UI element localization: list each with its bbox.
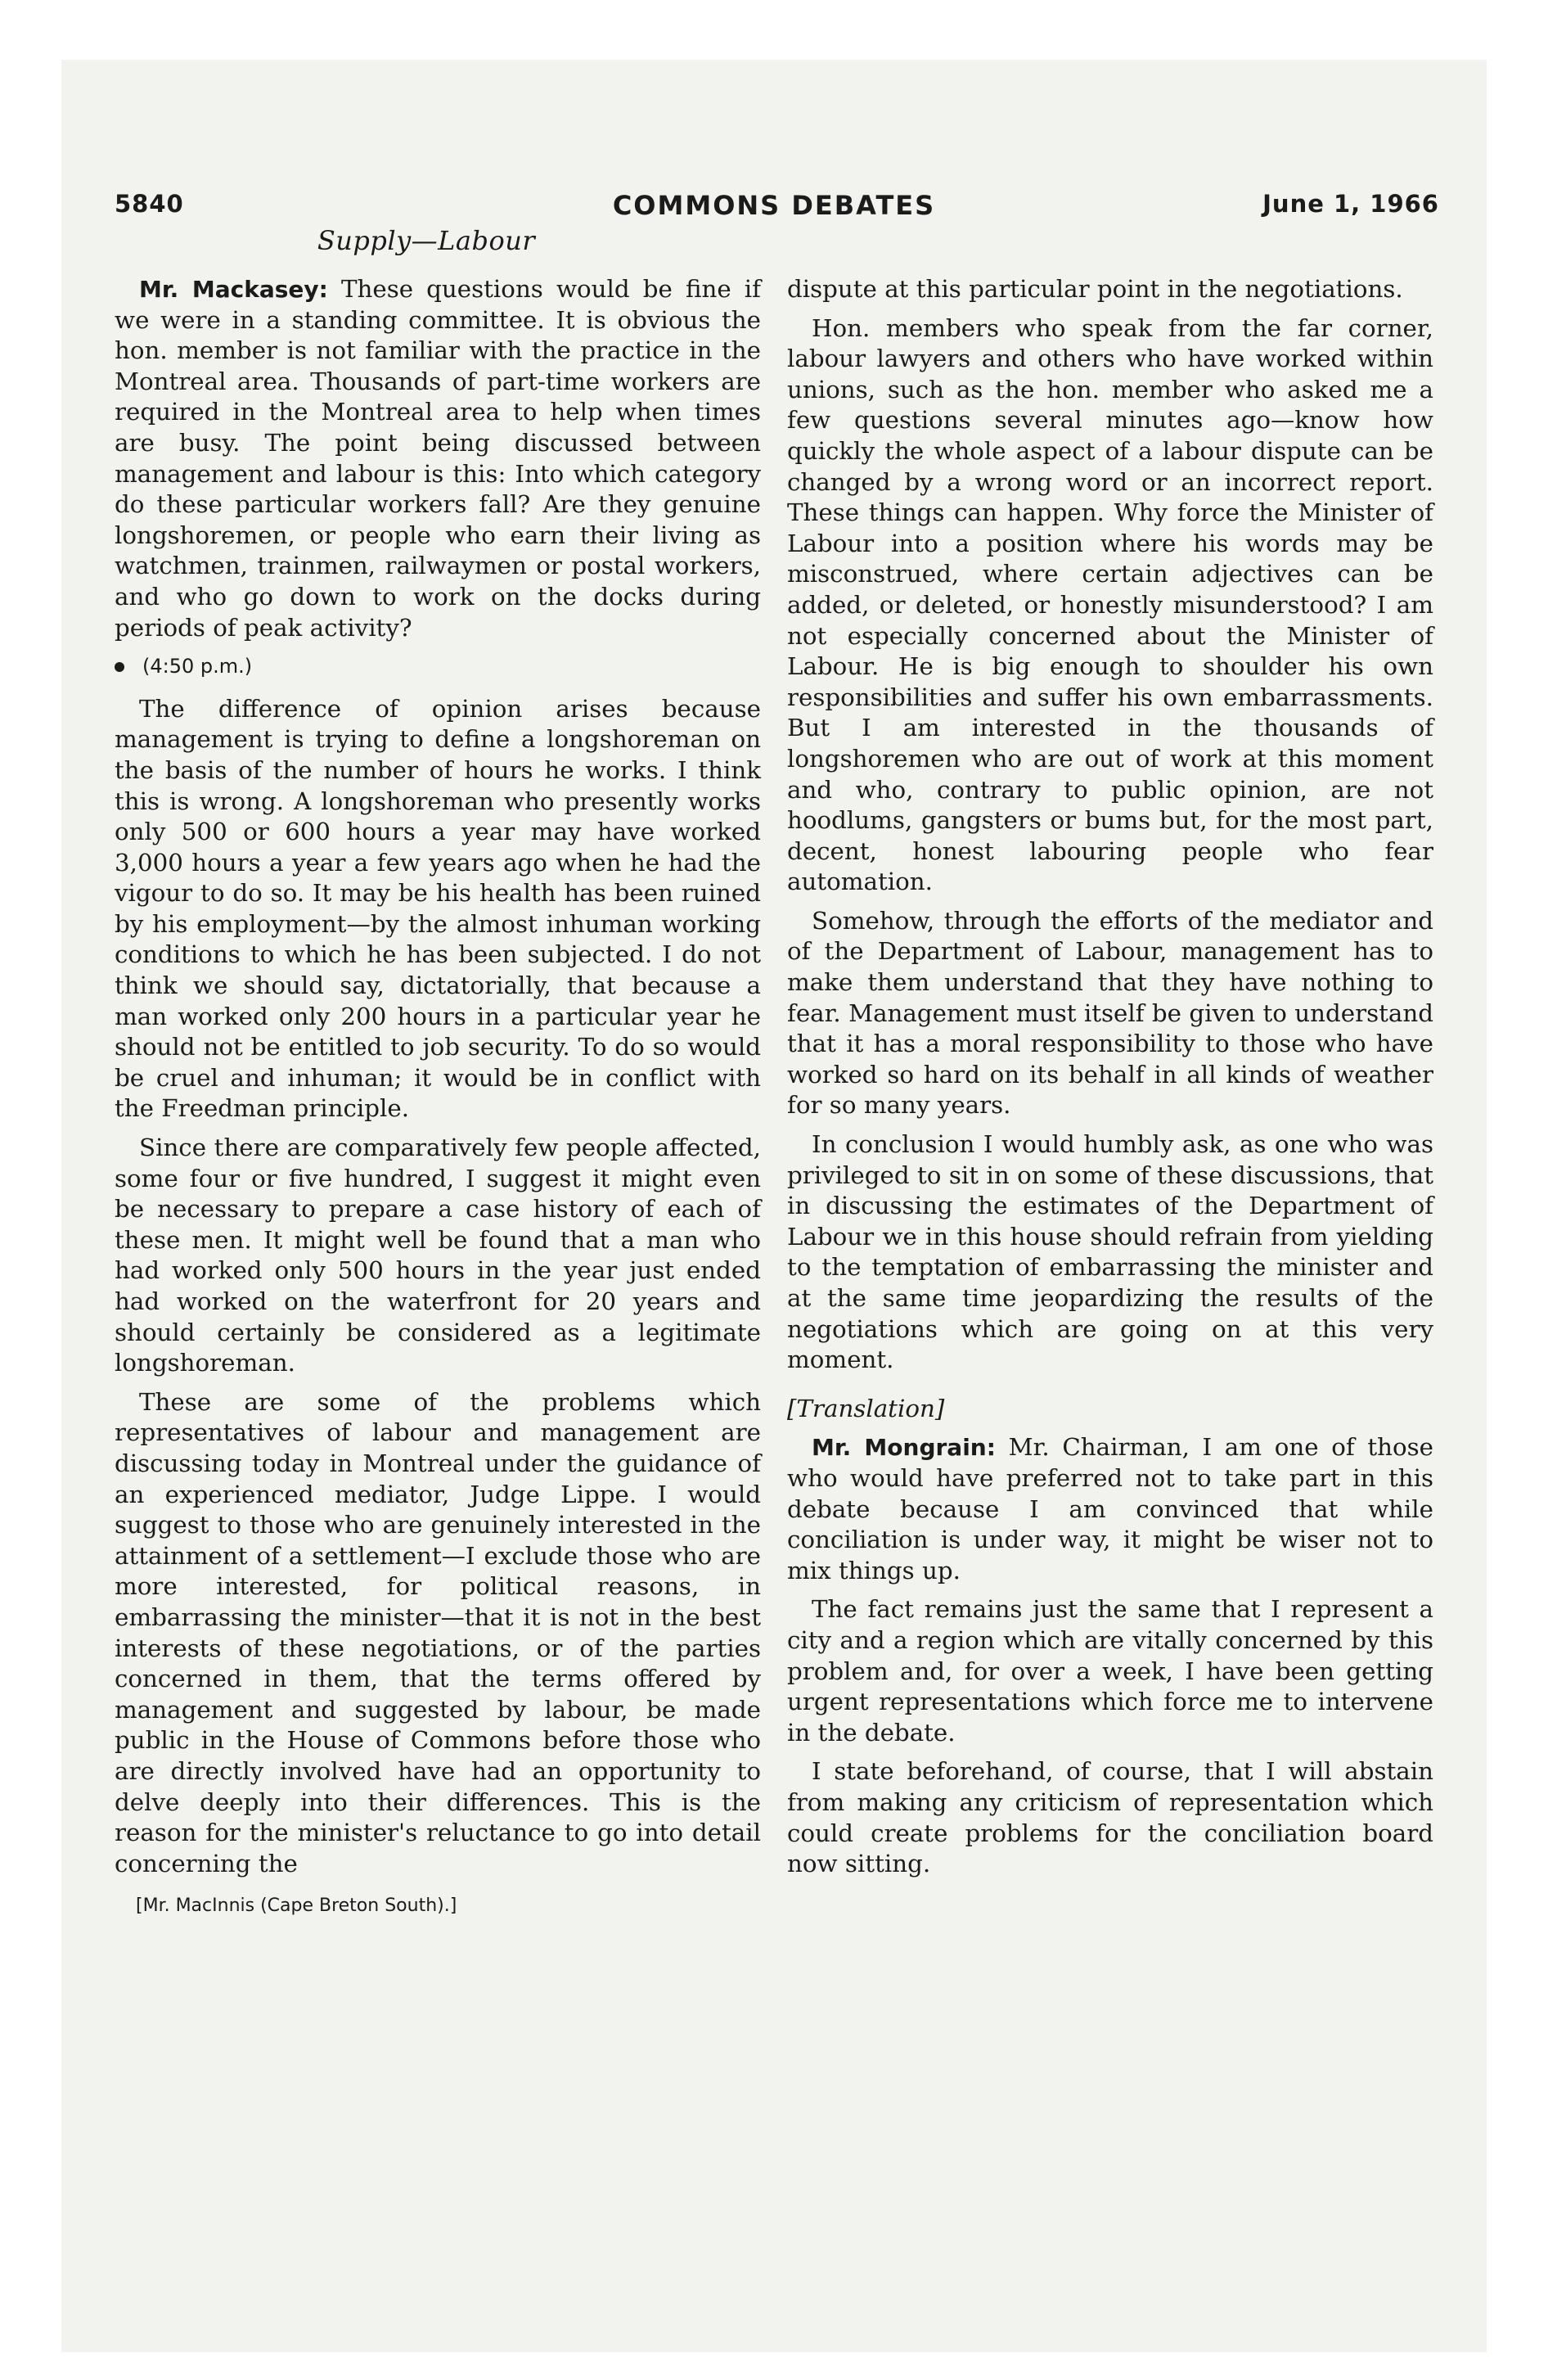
bullet-icon (115, 662, 124, 672)
paragraph: The fact remains just the same that I represent a city and a region which are vitally concerned by this problem and, for over a week, I have been getting urgent representations which force me to intervene in the debate. (787, 1595, 1433, 1747)
speaker-footnote: [Mr. MacInnis (Cape Breton South).] (136, 1895, 457, 1917)
page-number: 5840 (115, 190, 184, 218)
translation-marker: [Translation] (787, 1394, 945, 1422)
paragraph: Somehow, through the efforts of the mediator and of the Department of Labour, management has to make them understand that they have nothing to fear. Management must itself be given to understand that it has a moral responsibility to those who have worked so hard on its behalf in all kinds of weather for so many years. (787, 906, 1433, 1120)
speaker-name: Mr. Mackasey: (139, 276, 328, 303)
paragraph-mackasey (115, 274, 761, 643)
time-stamp (115, 651, 761, 683)
left-column (115, 274, 761, 1922)
issue-date: June 1, 1966 (1262, 190, 1439, 218)
right-column (787, 274, 1433, 1888)
paragraph: These are some of the problems which representatives of labour and management are discussing today in Montreal under the guidance of an experienced mediator, Judge Lippe. I would suggest to those who are genuinely interested in the attainment of a settlement—I exclude those who are more interested, for political reasons, in embarrassing the minister—that it is not in the best interests of these negotiations, or of the parties concerned in them, that the terms offered by management and suggested by labour, be made public in the House of Commons before those who are directly involved have had an opportunity to delve deeply into their differences. This is the reason for the minister's reluctance to go into detail concerning the (115, 1387, 761, 1877)
paragraph: I state beforehand, of course, that I will abstain from making any criticism of representation which could create problems for the conciliation board now sitting. (787, 1757, 1433, 1878)
time-text: (4:50 p.m.) (142, 655, 253, 678)
paragraph-text: Mr. Chairman, I am one of those who would have preferred not to take part in this debate because I am convinced that while conciliation is under way, it might be wiser not to mix things up. (787, 1433, 1433, 1584)
journal-title: COMMONS DEBATES (612, 190, 936, 221)
paragraph-mongrain (787, 1432, 1433, 1586)
paragraph: The difference of opinion arises because management is trying to define a longshoreman on the basis of the number of hours he works. I think this is wrong. A longshoreman who presently works only 500 or 600 hours a year may have worked 3,000 hours a year a few years ago when he had the vigour to do so. It may be his health has been ruined by his employment—by the almost inhuman working conditions to which he has been subjected. I do not think we should say, dictatorially, that because a man worked only 200 hours in a particular year he should not be entitled to job security. To do so would be cruel and inhuman; it would be in conflict with the Freedman principle. (115, 694, 761, 1123)
paragraph-continued: dispute at this particular point in the negotiations. (787, 275, 1403, 303)
paragraph-text: These questions would be fine if we were in a standing committee. It is obvious the hon. member is not familiar with the practice in the Montreal area. Thousands of part-time workers are required in the Montreal area to help when times are busy. The point being discussed between management and labour is this: Into which category do these particular workers fall? Are they genuine longshoremen, or people who earn their living as watchmen, trainmen, railwaymen or postal workers, and who go down to work on the docks during periods of peak activity? (115, 275, 762, 642)
paragraph: Since there are comparatively few people affected, some four or five hundred, I suggest it might even be necessary to prepare a case history of each of these men. It might well be found that a man who had worked only 500 hours in the year just ended had worked on the waterfront for 20 years and should certainly be considered as a legitimate longshoreman. (115, 1134, 761, 1377)
speaker-name: Mr. Mongrain: (812, 1434, 996, 1462)
paragraph: Hon. members who speak from the far corner, labour lawyers and others who have worked within unions, such as the hon. member who asked me a few questions several minutes ago—know how quickly the whole aspect of a labour dispute can be changed by a wrong word or an incorrect report. These things can happen. Why force the Minister of Labour into a position where his words may be misconstrued, where certain adjectives can be added, or deleted, or honestly misunderstood? I am not especially concerned about the Minister of Labour. He is big enough to shoulder his own responsibilities and suffer his own embarrassments. But I am interested in the thousands of longshoremen who are out of work at this moment and who, contrary to public opinion, are not hoodlums, gangsters or bums but, for the most part, decent, honest labouring people who fear automation. (787, 313, 1433, 896)
section-subhead: Supply—Labour (317, 225, 536, 256)
paragraph: In conclusion I would humbly ask, as one who was privileged to sit in on some of these discussions, that in discussing the estimates of the Department of Labour we in this house should refrain from yielding to the temptation of embarrassing the minister and at the same time jeopardizing the results of the negotiations which are going on at this very moment. (787, 1130, 1433, 1374)
